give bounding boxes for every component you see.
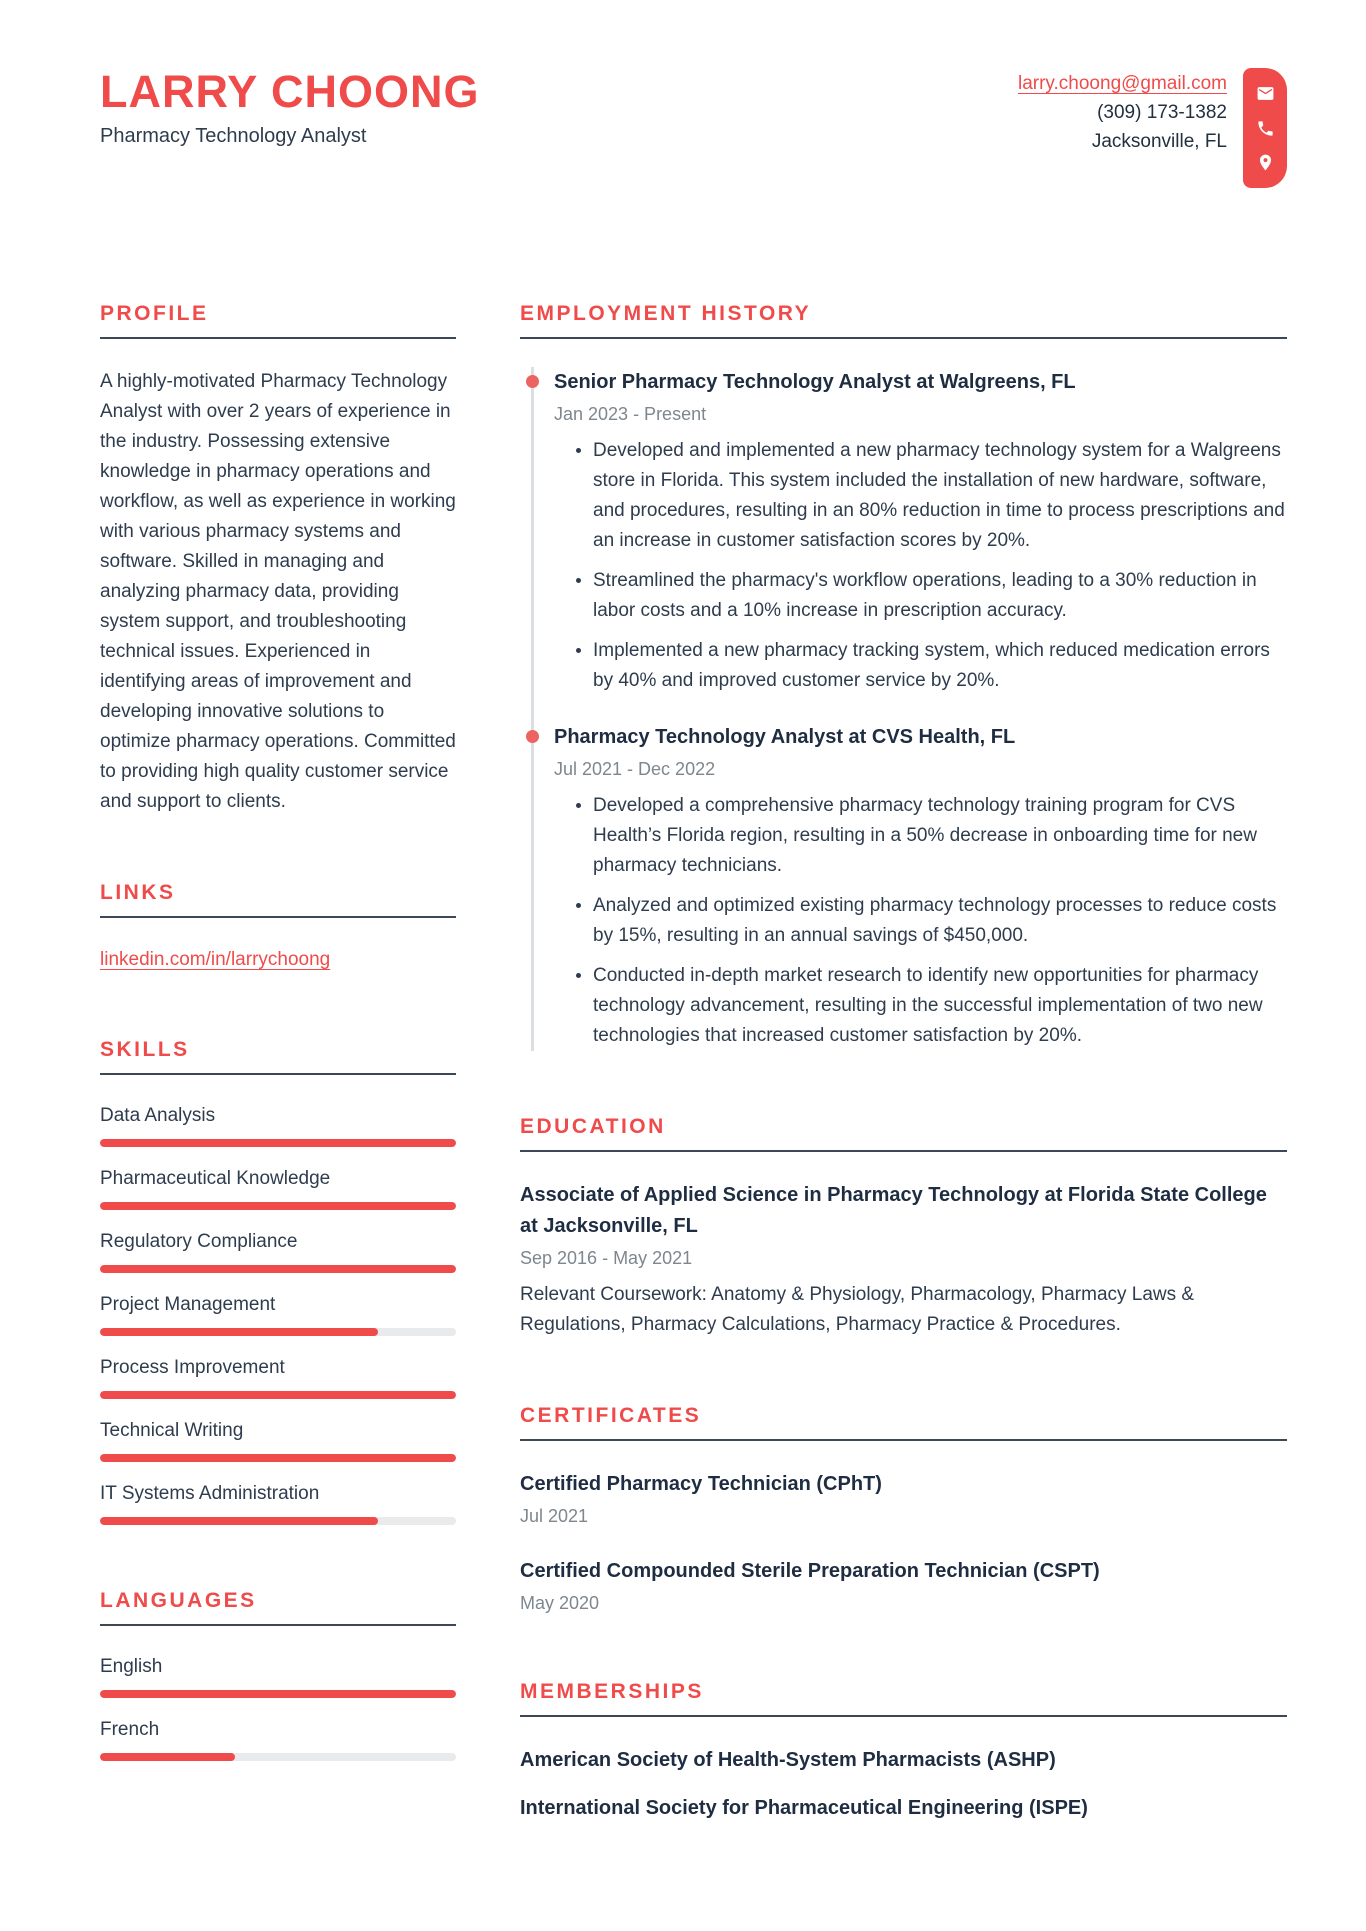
certificate-entry (520, 1556, 1287, 1616)
skill-bar (100, 1517, 456, 1525)
skill-item (100, 1292, 456, 1336)
job-entry (554, 367, 1287, 696)
section-profile (100, 302, 456, 817)
skill-bar-fill (100, 1454, 456, 1462)
skill-bar (100, 1265, 456, 1273)
language-item (100, 1654, 456, 1698)
education-description: Relevant Coursework: Anatomy & Physiology, Pharmacology, Pharmacy Laws & Regulations, Pharmacy Calculations, Pharmacy Practice & Procedures. (520, 1284, 1195, 1335)
skill-bar (100, 1202, 456, 1210)
skill-item (100, 1418, 456, 1462)
education-dates: Sep 2016 - May 2021 (520, 1248, 693, 1268)
section-employment-history (520, 302, 1287, 1051)
skill-bar-fill (100, 1202, 456, 1210)
content-columns (100, 302, 1287, 1888)
job-bullets (554, 436, 1287, 696)
certificate-dates: Jul 2021 (520, 1506, 589, 1526)
section-links (100, 881, 456, 974)
skill-label: Pharmaceutical Knowledge (100, 1168, 331, 1189)
contact-details (1018, 68, 1227, 157)
job-entry (554, 722, 1287, 1051)
skill-item (100, 1355, 456, 1399)
employment-timeline (531, 367, 1287, 1051)
skill-bar (100, 1328, 456, 1336)
skill-item (100, 1166, 456, 1210)
person-job-title: Pharmacy Technology Analyst (100, 125, 367, 148)
right-column (520, 302, 1287, 1888)
linkedin-link[interactable]: linkedin.com/in/larrychoong (100, 949, 331, 970)
skill-bar (100, 1139, 456, 1147)
membership-entry (520, 1745, 1287, 1776)
membership-entry (520, 1793, 1287, 1824)
timeline-dot (526, 730, 539, 743)
contact-block (1018, 68, 1287, 188)
job-dates: Jul 2021 - Dec 2022 (554, 759, 716, 779)
job-bullet: • Analyzed and optimized existing pharmacy technology processes to reduce costs by 15%, resulting in an annual savings of $450,000. (593, 891, 1287, 951)
membership-title: International Society for Pharmaceutical Engineering (ISPE) (520, 1797, 1088, 1819)
phone-number: (309) 173-1382 (1097, 102, 1227, 123)
membership-title: American Society of Health-System Pharmacists (ASHP) (520, 1749, 1056, 1771)
mail-icon (1256, 84, 1275, 103)
languages-heading: LANGUAGES (100, 1589, 456, 1626)
skill-label: Technical Writing (100, 1420, 244, 1441)
certificate-title: Certified Compounded Sterile Preparation Technician (CSPT) (520, 1560, 1100, 1582)
section-skills (100, 1038, 456, 1525)
skill-label: Process Improvement (100, 1357, 285, 1378)
skill-bar-fill (100, 1328, 378, 1336)
certificate-title: Certified Pharmacy Technician (CPhT) (520, 1473, 882, 1495)
identity-block (100, 68, 480, 148)
language-label: English (100, 1656, 163, 1677)
links-list (100, 946, 456, 974)
skill-label: Regulatory Compliance (100, 1231, 298, 1252)
contact-icon-badge (1243, 68, 1287, 188)
language-bar-fill (100, 1690, 456, 1698)
job-title: Pharmacy Technology Analyst at CVS Health, FL (554, 726, 1016, 748)
certificate-entry (520, 1469, 1287, 1529)
skill-label: IT Systems Administration (100, 1483, 320, 1504)
language-bar (100, 1753, 456, 1761)
skills-heading: SKILLS (100, 1038, 456, 1075)
skill-label: Project Management (100, 1294, 276, 1315)
section-education (520, 1115, 1287, 1340)
job-bullets (554, 791, 1287, 1051)
header (100, 68, 1287, 188)
phone-icon (1256, 119, 1275, 138)
timeline-dot (526, 375, 539, 388)
language-label: French (100, 1719, 160, 1740)
skill-bar-fill (100, 1139, 456, 1147)
location-text: Jacksonville, FL (1091, 131, 1227, 152)
skill-label: Data Analysis (100, 1105, 216, 1126)
education-heading: EDUCATION (520, 1115, 1287, 1152)
degree-title: Associate of Applied Science in Pharmacy Technology at Florida State College at Jacksonville, FL (520, 1184, 1267, 1237)
skill-bar (100, 1454, 456, 1462)
education-entry (520, 1180, 1287, 1340)
person-name: LARRY CHOONG (100, 66, 480, 117)
section-languages (100, 1589, 456, 1761)
skill-bar-fill (100, 1517, 378, 1525)
profile-heading: PROFILE (100, 302, 456, 339)
job-title: Senior Pharmacy Technology Analyst at Walgreens, FL (554, 371, 1076, 393)
section-certificates (520, 1404, 1287, 1616)
skill-item (100, 1229, 456, 1273)
left-column (100, 302, 456, 1888)
skill-bar (100, 1391, 456, 1399)
job-bullet: • Conducted in-depth market research to identify new opportunities for pharmacy technology advancement, resulting in the successful implementation of two new technologies that increased customer satisfaction by 20%. (593, 961, 1287, 1051)
language-item (100, 1717, 456, 1761)
certificate-dates: May 2020 (520, 1593, 600, 1613)
profile-text: A highly-motivated Pharmacy Technology Analyst with over 2 years of experience in the industry. Possessing extensive knowledge in pharmacy operations and workflow, as well as experience in working with various pharmacy systems and software. Skilled in managing and analyzing pharmacy data, providing system support, and troubleshooting technical issues. Experienced in identifying areas of improvement and developing innovative solutions to optimize pharmacy operations. Committed to providing high quality customer service and support to clients. (100, 371, 456, 812)
employment-heading: EMPLOYMENT HISTORY (520, 302, 1287, 339)
certificates-heading: CERTIFICATES (520, 1404, 1287, 1441)
skill-item (100, 1481, 456, 1525)
section-memberships (520, 1680, 1287, 1824)
skill-bar-fill (100, 1391, 456, 1399)
job-bullet: • Developed and implemented a new pharmacy technology system for a Walgreens store in Florida. This system included the installation of new hardware, software, and procedures, resulting in an 80% reduction in time to process prescriptions and an increase in customer satisfaction scores by 20%. (593, 436, 1287, 556)
location-pin-icon (1256, 153, 1275, 172)
language-bar-fill (100, 1753, 235, 1761)
job-bullet: • Streamlined the pharmacy's workflow operations, leading to a 30% reduction in labor costs and a 10% increase in prescription accuracy. (593, 566, 1287, 626)
email-link[interactable]: larry.choong@gmail.com (1017, 73, 1227, 94)
job-bullet: • Developed a comprehensive pharmacy technology training program for CVS Health’s Florida region, resulting in a 50% decrease in onboarding time for new pharmacy technicians. (593, 791, 1287, 881)
job-dates: Jan 2023 - Present (554, 404, 707, 424)
memberships-heading: MEMBERSHIPS (520, 1680, 1287, 1717)
language-bar (100, 1690, 456, 1698)
job-bullet: • Implemented a new pharmacy tracking system, which reduced medication errors by 40% and improved customer service by 20%. (593, 636, 1287, 696)
skill-item (100, 1103, 456, 1147)
links-heading: LINKS (100, 881, 456, 918)
skill-bar-fill (100, 1265, 456, 1273)
